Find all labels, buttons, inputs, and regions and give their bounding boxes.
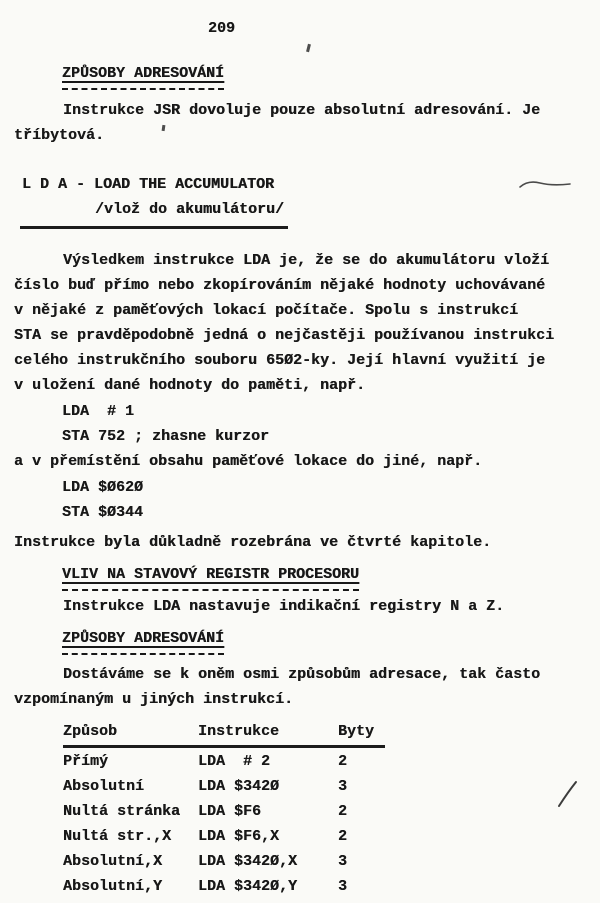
- section-heading-zpusoby-1: ZPŮSOBY ADRESOVÁNÍ: [62, 61, 224, 90]
- table-header-rule: [63, 745, 385, 748]
- table-header-row: [63, 719, 590, 744]
- title-underline-rule: [20, 226, 288, 229]
- paragraph-line: Dostáváme se k oněm osmi způsobům adresace, tak často: [63, 666, 541, 683]
- code-example-2: [14, 475, 590, 525]
- description-paragraph: [14, 248, 590, 398]
- table-header-instruction: Instrukce: [198, 723, 280, 740]
- code-line: STA $Ø344: [62, 504, 144, 521]
- code-line: LDA $Ø62Ø: [62, 479, 144, 496]
- lda-section-title: L D A - LOAD THE ACCUMULATOR: [22, 176, 275, 193]
- cell-bytes: 3: [338, 853, 348, 870]
- cell-bytes: 2: [338, 753, 348, 770]
- section-zpusoby-adresovani-1: [14, 61, 590, 90]
- paragraph-line: Výsledkem instrukce LDA je, že se do akumulátoru vloží: [63, 252, 550, 269]
- table-row: [63, 799, 590, 824]
- transfer-text: a v přemístění obsahu paměťové lokace do jiné, např.: [14, 453, 483, 470]
- code-line: LDA # 1: [62, 403, 135, 420]
- paragraph-line: Instrukce JSR dovoluje pouze absolutní adresování. Je: [63, 102, 541, 119]
- code-example-1: [14, 399, 590, 449]
- table-header-bytes: Byty: [338, 723, 375, 740]
- section-heading-vliv: VLIV NA STAVOVÝ REGISTR PROCESORU: [62, 562, 359, 591]
- cell-mode: Absolutní,X: [63, 853, 163, 870]
- cell-mode: Nultá stránka: [63, 803, 181, 820]
- adresace-paragraph: [14, 662, 590, 712]
- section-zpusoby-adresovani-2: [14, 626, 590, 655]
- paragraph-line: vzpomínaným u jiných instrukcí.: [14, 691, 294, 708]
- pen-mark-dash-icon: [518, 176, 572, 192]
- cell-instruction: LDA # 2: [198, 753, 271, 770]
- table-row: [63, 749, 590, 774]
- cell-instruction: LDA $342Ø,X: [198, 853, 298, 870]
- paragraph-line: v nějaké z paměťových lokací počítače. Spolu s instrukcí: [14, 302, 519, 319]
- cell-mode: Přímý: [63, 753, 109, 770]
- code-line: STA 752 ; zhasne kurzor: [62, 428, 270, 445]
- cell-bytes: 2: [338, 828, 348, 845]
- paragraph-line: tříbytová.: [14, 127, 105, 144]
- addressing-table: [63, 719, 590, 899]
- table-row: [63, 874, 590, 899]
- lda-section-subtitle: /vlož do akumulátoru/: [95, 201, 285, 218]
- cell-instruction: LDA $342Ø: [198, 778, 280, 795]
- cell-bytes: 3: [338, 778, 348, 795]
- section-vliv: [14, 562, 590, 591]
- vliv-text: Instrukce LDA nastavuje indikační registry N a Z.: [63, 598, 505, 615]
- paragraph-line: v uložení dané hodnoty do paměti, např.: [14, 377, 366, 394]
- cell-bytes: 3: [338, 878, 348, 895]
- table-row: [63, 849, 590, 874]
- section-heading-zpusoby-2: ZPŮSOBY ADRESOVÁNÍ: [62, 626, 224, 655]
- pen-mark-tick-icon: [556, 780, 580, 808]
- table-header-mode: Způsob: [63, 723, 118, 740]
- table-row: [63, 824, 590, 849]
- cell-instruction: LDA $F6: [198, 803, 262, 820]
- cell-instruction: LDA $F6,X: [198, 828, 280, 845]
- page-number: 209: [208, 20, 236, 37]
- table-row: [63, 774, 590, 799]
- cell-instruction: LDA $342Ø,Y: [198, 878, 298, 895]
- chapter-note: Instrukce byla důkladně rozebrána ve čtvrté kapitole.: [14, 534, 492, 551]
- intro-paragraph: [14, 98, 590, 148]
- paragraph-line: číslo buď přímo nebo zkopírováním nějaké hodnoty uchovávané: [14, 277, 546, 294]
- lda-section-header: [14, 172, 590, 229]
- cell-mode: Absolutní: [63, 778, 145, 795]
- paragraph-line: celého instrukčního souboru 65Ø2-ky. Její hlavní využití je: [14, 352, 546, 369]
- cell-mode: Nultá str.,X: [63, 828, 172, 845]
- cell-bytes: 2: [338, 803, 348, 820]
- paragraph-line: STA se pravděpodobně jedná o nejčastěji používanou instrukci: [14, 327, 555, 344]
- cell-mode: Absolutní,Y: [63, 878, 163, 895]
